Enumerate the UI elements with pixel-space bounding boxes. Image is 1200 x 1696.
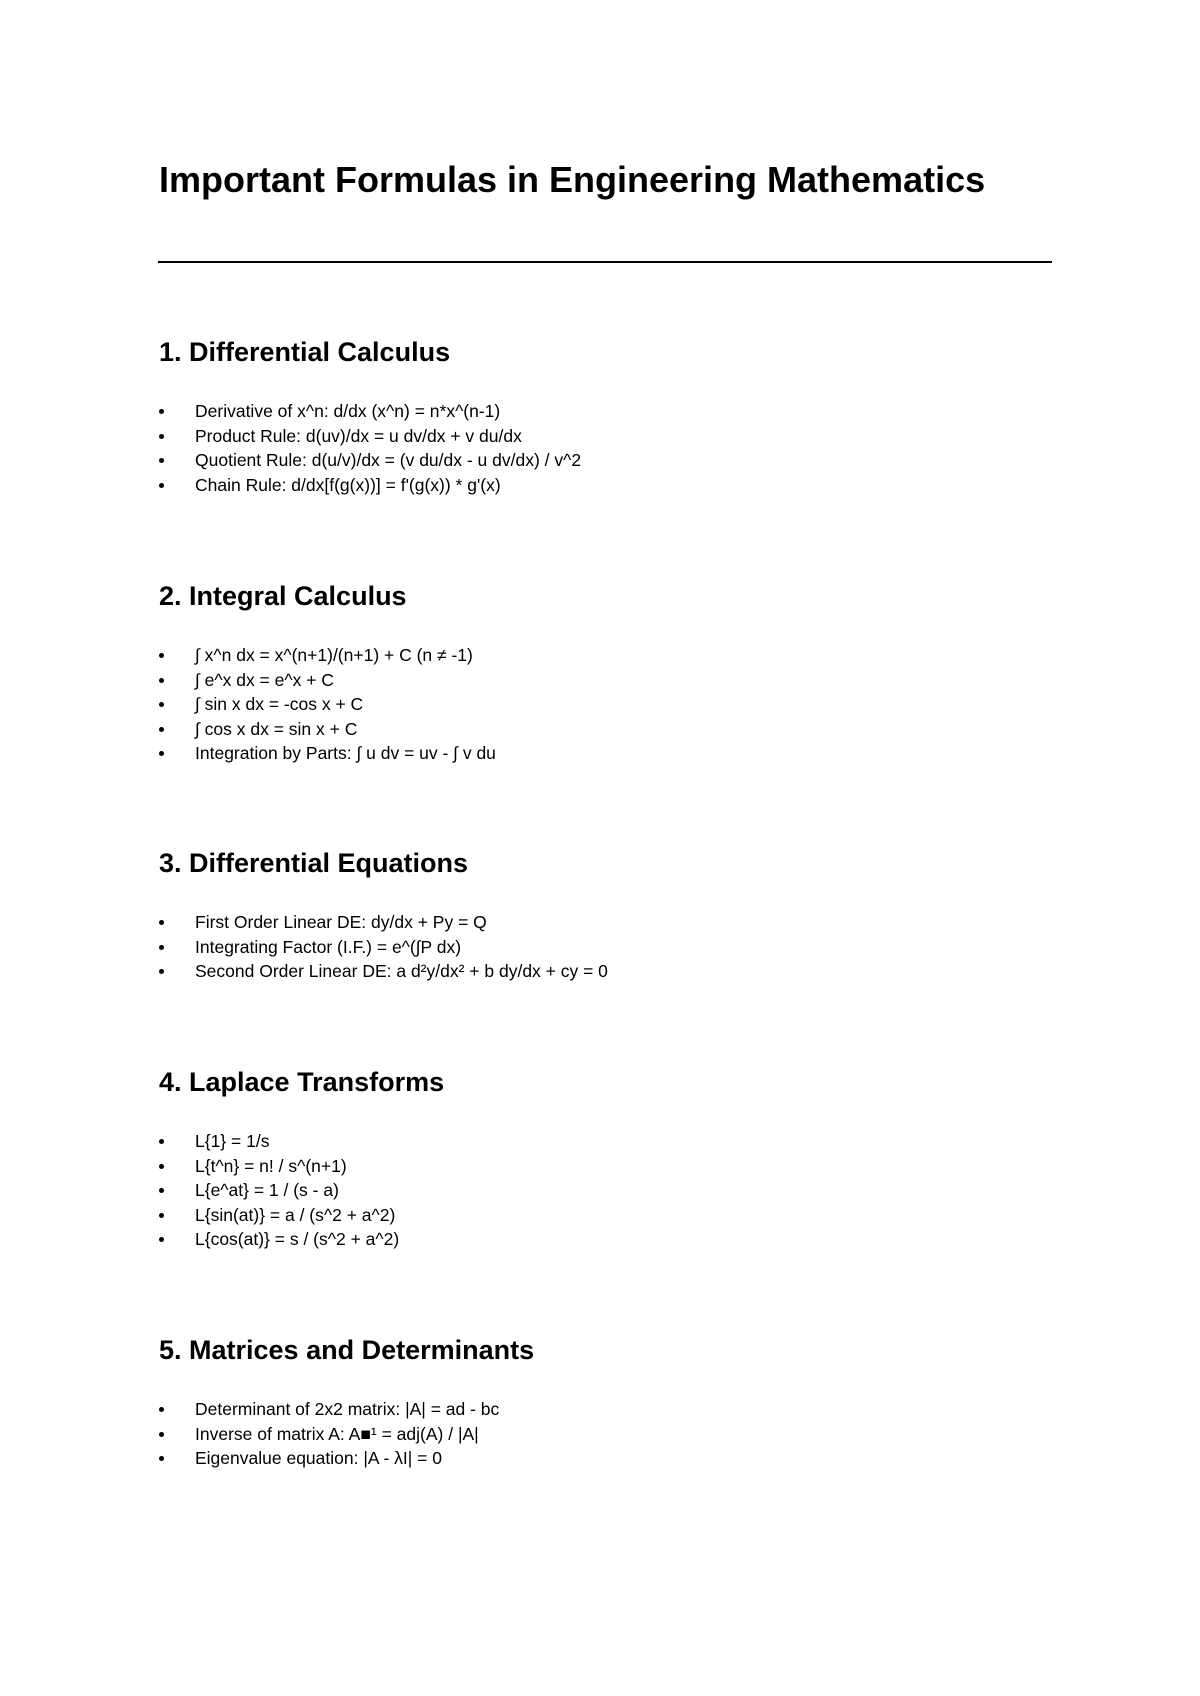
formula-item — [159, 473, 581, 498]
formula-text: L{1} = 1/s — [195, 1131, 270, 1151]
formula-item — [159, 1422, 534, 1447]
formula-item — [159, 1178, 444, 1203]
bullet-icon — [159, 945, 164, 950]
bullet-icon — [159, 1456, 164, 1461]
formula-list — [159, 910, 608, 984]
formula-item — [159, 717, 496, 742]
formula-item — [159, 741, 496, 766]
bullet-icon — [159, 1407, 164, 1412]
formula-text: Derivative of x^n: d/dx (x^n) = n*x^(n-1) — [195, 401, 501, 421]
formula-item — [159, 424, 581, 449]
formula-text: L{sin(at)} = a / (s^2 + a^2) — [195, 1204, 396, 1225]
formula-item — [159, 1227, 444, 1252]
bullet-icon — [159, 920, 164, 925]
formula-text: Integration by Parts: ∫ u dv = uv - ∫ v du — [195, 743, 496, 763]
formula-text: L{t^n} = n! / s^(n+1) — [195, 1155, 347, 1176]
formula-item — [159, 399, 581, 424]
section-differential-calculus — [159, 335, 581, 497]
formula-text: Chain Rule: d/dx[f(g(x))] = f'(g(x)) * g'(x) — [195, 474, 501, 495]
section-laplace-transforms — [159, 1065, 444, 1252]
formula-item — [159, 1129, 444, 1154]
formula-item — [159, 935, 608, 960]
bullet-icon — [159, 751, 164, 756]
bullet-icon — [159, 678, 164, 683]
formula-text: Quotient Rule: d(u/v)/dx = (v du/dx - u dv/dx) / v^2 — [195, 450, 582, 470]
section-integral-calculus — [159, 579, 496, 766]
bullet-icon — [159, 1139, 164, 1144]
formula-text: Second Order Linear DE: a d²y/dx² + b dy/dx + cy = 0 — [195, 961, 608, 981]
formula-item — [159, 643, 496, 668]
formula-item — [159, 959, 608, 984]
formula-text: ∫ e^x dx = e^x + C — [195, 669, 334, 690]
bullet-icon — [159, 458, 164, 463]
formula-text: Product Rule: d(uv)/dx = u dv/dx + v du/dx — [195, 425, 522, 446]
bullet-icon — [159, 1432, 164, 1437]
section-matrices-and-determinants — [159, 1333, 534, 1471]
formula-item — [159, 910, 608, 935]
formula-text: Determinant of 2x2 matrix: |A| = ad - bc — [195, 1399, 500, 1419]
bullet-icon — [159, 702, 164, 707]
bullet-icon — [159, 1164, 164, 1169]
formula-item — [159, 1154, 444, 1179]
bullet-icon — [159, 1213, 164, 1218]
formula-text: L{cos(at)} = s / (s^2 + a^2) — [195, 1229, 400, 1249]
formula-text: Integrating Factor (I.F.) = e^(∫P dx) — [195, 936, 462, 957]
section-differential-equations — [159, 846, 608, 984]
formula-text: First Order Linear DE: dy/dx + Py = Q — [195, 912, 487, 932]
formula-item — [159, 692, 496, 717]
section-heading: 4. Laplace Transforms — [159, 1067, 445, 1097]
formula-item — [159, 1203, 444, 1228]
formula-text: ∫ cos x dx = sin x + C — [195, 718, 358, 739]
bullet-icon — [159, 409, 164, 414]
formula-text: L{e^at} = 1 / (s - a) — [195, 1180, 339, 1200]
bullet-icon — [159, 653, 164, 658]
bullet-icon — [159, 969, 164, 974]
formula-list — [159, 643, 496, 766]
bullet-icon — [159, 1237, 164, 1242]
bullet-icon — [159, 434, 164, 439]
formula-text: Inverse of matrix A: A■¹ = adj(A) / |A| — [195, 1423, 479, 1444]
formula-item — [159, 668, 496, 693]
formula-item — [159, 1397, 534, 1422]
section-heading: 5. Matrices and Determinants — [159, 1335, 535, 1365]
bullet-icon — [159, 483, 164, 488]
section-heading: 3. Differential Equations — [159, 848, 469, 878]
section-heading: 1. Differential Calculus — [159, 337, 451, 367]
formula-item — [159, 1446, 534, 1471]
section-heading: 2. Integral Calculus — [159, 581, 407, 611]
formula-list — [159, 1397, 534, 1471]
bullet-icon — [159, 1188, 164, 1193]
formula-text: ∫ x^n dx = x^(n+1)/(n+1) + C (n ≠ -1) — [195, 645, 473, 665]
formula-list — [159, 1129, 444, 1252]
formula-text: Eigenvalue equation: |A - λI| = 0 — [195, 1448, 442, 1468]
title-underline-rule — [158, 261, 1052, 263]
formula-text: ∫ sin x dx = -cos x + C — [195, 694, 364, 714]
document-title: Important Formulas in Engineering Mathematics — [159, 159, 986, 200]
formula-item — [159, 448, 581, 473]
formula-list — [159, 399, 581, 497]
bullet-icon — [159, 727, 164, 732]
